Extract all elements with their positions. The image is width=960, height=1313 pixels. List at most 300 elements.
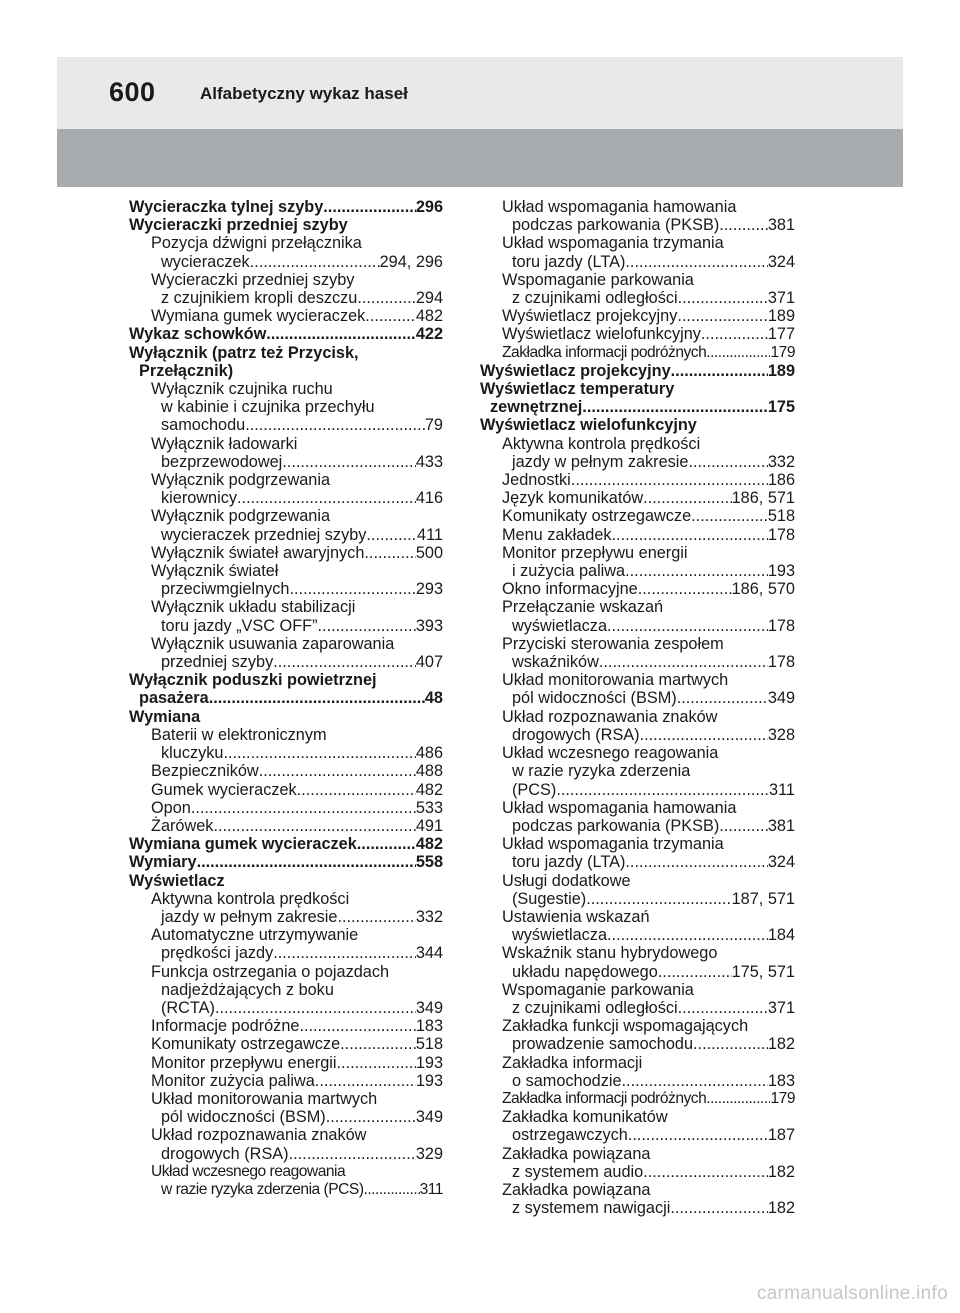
- entry-text: Układ wspomagania trzymania: [502, 835, 724, 854]
- page-ref: 332: [415, 907, 443, 926]
- leader-dots: [290, 580, 416, 598]
- entry-text: Układ wczesnego reagowania: [151, 1162, 346, 1180]
- index-entry: [129, 1072, 443, 1090]
- page-ref: 311: [419, 1180, 443, 1198]
- entry-text: Układ monitorowania martwych: [502, 671, 729, 690]
- index-entry: [480, 1145, 795, 1181]
- leader-dots: [273, 653, 416, 671]
- leader-dots: [273, 944, 416, 962]
- leader-dots: [250, 253, 380, 271]
- page-ref: 182: [767, 1162, 795, 1181]
- entry-text: Układ rozpoznawania znaków: [502, 707, 718, 726]
- entry-text: Wyłącznik świateł awaryjnych: [151, 543, 365, 562]
- index-entry: [129, 708, 443, 726]
- index-entry: [480, 799, 795, 835]
- entry-text: Aktywna kontrola prędkości: [151, 889, 350, 908]
- index-entry: [480, 544, 795, 580]
- entry-text: Informacje podróżne: [151, 1017, 300, 1036]
- entry-text: Zakładka informacji: [502, 1053, 643, 1072]
- entry-text: Bezpieczników: [151, 762, 259, 781]
- page-ref: 393: [415, 616, 443, 635]
- index-entry: [129, 507, 443, 543]
- leader-dots: [315, 1072, 416, 1090]
- page-ref: 293: [415, 580, 443, 599]
- page-ref: 324: [767, 252, 795, 271]
- entry-text: Wymiana gumek wycieraczek: [129, 835, 357, 854]
- page-ref: 416: [415, 489, 443, 508]
- entry-text: układu napędowego: [512, 962, 658, 981]
- leader-dots: [556, 781, 769, 799]
- entry-text: zewnętrznej: [490, 398, 583, 417]
- entry-text: Wyłącznik (patrz też Przycisk,: [129, 343, 359, 362]
- page-ref: 371: [767, 998, 795, 1017]
- leader-dots: [337, 1054, 416, 1072]
- entry-text: (Sugestie): [512, 889, 587, 908]
- page-ref: 187, 571: [731, 889, 795, 908]
- page-ref: 371: [767, 289, 795, 308]
- entry-text: wskaźników: [512, 653, 599, 672]
- entry-text: Wyświetlacz: [129, 871, 225, 890]
- entry-text: Zakładka funkcji wspomagających: [502, 1017, 749, 1036]
- index-entry: [480, 234, 795, 270]
- entry-text: Monitor przepływu energii: [151, 1053, 337, 1072]
- page-ref: 518: [767, 507, 795, 526]
- index-entry: [480, 598, 795, 634]
- index-entry: [129, 1126, 443, 1162]
- entry-text: podczas parkowania (PKSB): [512, 216, 720, 235]
- leader-dots: [677, 307, 767, 325]
- entry-text: samochodu: [161, 416, 246, 435]
- index-entry: [480, 344, 795, 362]
- index-entry: [129, 835, 443, 853]
- leader-dots: [215, 999, 416, 1017]
- index-entry: [129, 1163, 443, 1199]
- entry-text: Wyłącznik podgrzewania: [151, 471, 331, 490]
- leader-dots: [643, 1163, 768, 1181]
- entry-text: Ustawienia wskazań: [502, 907, 650, 926]
- entry-text: Przełącznik): [139, 361, 234, 380]
- entry-text: Zakładka informacji podróżnych: [502, 343, 707, 361]
- page-number: 600: [109, 77, 156, 107]
- page-ref: 178: [767, 653, 795, 672]
- leader-dots: [643, 489, 731, 507]
- entry-text: wycieraczek: [161, 252, 250, 271]
- entry-text: Wycieraczki przedniej szyby: [151, 270, 355, 289]
- index-entry: [480, 362, 795, 380]
- entry-text: w razie ryzyka zderzenia (PCS): [161, 1180, 364, 1198]
- page-ref: 186, 570: [731, 580, 795, 599]
- index-entry: [480, 325, 795, 343]
- leader-dots: [625, 562, 768, 580]
- page-ref: 189: [767, 361, 795, 380]
- index-entry: [129, 1054, 443, 1072]
- entry-text: z czujnikiem kropli deszczu: [161, 289, 358, 308]
- entry-text: Wyłącznik podgrzewania: [151, 507, 331, 526]
- leader-dots: [191, 799, 416, 817]
- entry-text: Przełączanie wskazań: [502, 598, 664, 617]
- page-ref: 187: [767, 1126, 795, 1145]
- entry-text: Monitor przepływu energii: [502, 543, 688, 562]
- entry-text: Wymiana gumek wycieraczek: [151, 307, 366, 326]
- entry-text: (PCS): [512, 780, 557, 799]
- page-ref: 482: [415, 835, 443, 854]
- index-entry: [129, 471, 443, 507]
- leader-dots: [209, 689, 425, 707]
- entry-text: Zakładka powiązana: [502, 1180, 651, 1199]
- entry-text: Wyświetlacz projekcyjny: [480, 361, 671, 380]
- index-entry: [129, 853, 443, 871]
- entry-text: i zużycia paliwa: [512, 562, 626, 581]
- entry-text: drogowych (RSA): [161, 1144, 289, 1163]
- index-entry: [480, 416, 795, 434]
- leader-dots: [678, 999, 768, 1017]
- page-ref: 179: [770, 343, 795, 361]
- page-ref: 558: [415, 853, 443, 872]
- page-ref: 294, 296: [379, 252, 443, 271]
- entry-text: jazdy w pełnym zakresie: [512, 452, 689, 471]
- leader-dots: [625, 253, 767, 271]
- index-entry: [480, 1017, 795, 1053]
- leader-dots: [365, 307, 416, 325]
- index-entry: [480, 744, 795, 799]
- leader-dots: [625, 853, 767, 871]
- page-ref: 411: [417, 525, 443, 544]
- page-ref: 324: [767, 853, 795, 872]
- entry-text: pól widoczności (BSM): [161, 1108, 326, 1127]
- page-ref: 329: [415, 1144, 443, 1163]
- entry-text: kluczyku: [161, 744, 224, 763]
- index-entry: [480, 435, 795, 471]
- leader-dots: [622, 1072, 768, 1090]
- page-ref: 381: [767, 816, 795, 835]
- leader-dots: [266, 325, 416, 343]
- entry-text: pasażera: [139, 689, 209, 708]
- index-entry: [480, 580, 795, 598]
- leader-dots: [364, 1181, 420, 1199]
- leader-dots: [670, 1199, 767, 1217]
- index-entry: [129, 1035, 443, 1053]
- leader-dots: [638, 580, 732, 598]
- entry-text: Wyłącznik ładowarki: [151, 434, 298, 453]
- leader-dots: [586, 890, 731, 908]
- entry-text: prędkości jazdy: [161, 944, 274, 963]
- index-entry: [129, 216, 443, 234]
- entry-text: Menu zakładek: [502, 525, 612, 544]
- leader-dots: [213, 817, 415, 835]
- entry-text: Wyświetlacz projekcyjny: [502, 307, 678, 326]
- leader-dots: [197, 853, 416, 871]
- page-ref: 349: [415, 1108, 443, 1127]
- leader-dots: [571, 471, 768, 489]
- page-title: Alfabetyczny wykaz haseł: [200, 84, 408, 103]
- entry-text: Wyświetlacz wielofunkcyjny: [480, 416, 697, 435]
- index-entry: [480, 526, 795, 544]
- page-ref: 533: [415, 798, 443, 817]
- entry-text: Układ wspomagania hamowania: [502, 198, 737, 216]
- entry-text: Zakładka komunikatów: [502, 1108, 668, 1127]
- page-ref: 178: [767, 525, 795, 544]
- leader-dots: [282, 453, 416, 471]
- page-ref: 349: [767, 689, 795, 708]
- leader-dots: [640, 726, 768, 744]
- entry-text: Wycieraczka tylnej szyby: [129, 198, 324, 216]
- entry-text: Wyłącznik poduszki powietrznej: [129, 671, 377, 690]
- page-ref: 183: [415, 1017, 443, 1036]
- index-entry: [129, 271, 443, 307]
- index-entry: [129, 872, 443, 890]
- index-entry: [480, 908, 795, 944]
- index-entry: [129, 325, 443, 343]
- page-ref: 482: [415, 307, 443, 326]
- page-ref: 186, 571: [731, 489, 795, 508]
- entry-text: prowadzenie samochodu: [512, 1035, 694, 1054]
- page-ref: 79: [424, 416, 443, 435]
- leader-dots: [340, 1035, 416, 1053]
- leader-dots: [366, 526, 417, 544]
- entry-text: o samochodzie: [512, 1071, 622, 1090]
- leader-dots: [326, 1108, 416, 1126]
- page-ref: 182: [767, 1035, 795, 1054]
- page-ref: 433: [415, 452, 443, 471]
- page-ref: 186: [767, 471, 795, 490]
- entry-text: Komunikaty ostrzegawcze: [151, 1035, 341, 1054]
- index-entry: [129, 234, 443, 270]
- leader-dots: [289, 1145, 416, 1163]
- index-entry: [480, 708, 795, 744]
- index-entry: [129, 380, 443, 435]
- entry-text: Układ wczesnego reagowania: [502, 744, 719, 763]
- page-ref: 344: [415, 944, 443, 963]
- entry-text: nadjeżdżających z boku: [161, 980, 334, 999]
- page-ref: 518: [415, 1035, 443, 1054]
- entry-text: Gumek wycieraczek: [151, 780, 297, 799]
- page-ref: 332: [767, 452, 795, 471]
- page-ref: 48: [424, 689, 443, 708]
- leader-dots: [677, 689, 768, 707]
- entry-text: Żarówek: [151, 816, 214, 835]
- leader-dots: [599, 653, 768, 671]
- entry-text: toru jazdy (LTA): [512, 252, 626, 271]
- page-ref: 296: [415, 198, 443, 216]
- leader-dots: [719, 817, 768, 835]
- entry-text: bezprzewodowej: [161, 452, 283, 471]
- leader-dots: [706, 1090, 770, 1108]
- leader-dots: [223, 744, 415, 762]
- leader-dots: [357, 289, 415, 307]
- page-ref: 328: [767, 725, 795, 744]
- entry-text: Aktywna kontrola prędkości: [502, 434, 701, 453]
- entry-text: wyświetlacza: [512, 616, 608, 635]
- entry-text: Wskaźnik stanu hybrydowego: [502, 944, 718, 963]
- entry-text: Automatyczne utrzymywanie: [151, 926, 359, 945]
- page-ref: 175: [767, 398, 795, 417]
- entry-text: Wspomaganie parkowania: [502, 980, 694, 999]
- index-entry: [480, 671, 795, 707]
- entry-text: Komunikaty ostrzegawcze: [502, 507, 692, 526]
- index-entry: [129, 817, 443, 835]
- entry-text: z systemem audio: [512, 1162, 644, 1181]
- entry-text: w razie ryzyka zderzenia: [512, 762, 691, 781]
- index-entry: [129, 890, 443, 926]
- index-entry: [129, 762, 443, 780]
- page-ref: 184: [767, 926, 795, 945]
- leader-dots: [706, 344, 770, 362]
- entry-text: Monitor zużycia paliwa: [151, 1071, 315, 1090]
- index-entry: [480, 944, 795, 980]
- index-entry: [129, 963, 443, 1018]
- entry-text: drogowych (RSA): [512, 725, 640, 744]
- page-header: [57, 57, 903, 129]
- entry-text: toru jazdy „VSC OFF”: [161, 616, 318, 635]
- leader-dots: [688, 453, 767, 471]
- leader-dots: [323, 198, 416, 216]
- index-entry: [129, 1017, 443, 1035]
- page-ref: 182: [767, 1199, 795, 1218]
- index-column-left: [129, 198, 443, 1199]
- entry-text: wyświetlacza: [512, 926, 608, 945]
- leader-dots: [671, 362, 768, 380]
- page-ref: 407: [415, 653, 443, 672]
- entry-text: ostrzegawczych: [512, 1126, 628, 1145]
- page-ref: 193: [415, 1053, 443, 1072]
- leader-dots: [357, 835, 416, 853]
- entry-text: Wyłącznik czujnika ruchu: [151, 380, 333, 399]
- index-entry: [129, 635, 443, 671]
- index-entry: [129, 926, 443, 962]
- index-entry: [129, 562, 443, 598]
- index-entry: [480, 271, 795, 307]
- index-entry: [480, 872, 795, 908]
- leader-dots: [607, 926, 768, 944]
- leader-dots: [297, 781, 416, 799]
- leader-dots: [612, 526, 768, 544]
- leader-dots: [678, 289, 768, 307]
- entry-text: podczas parkowania (PKSB): [512, 816, 720, 835]
- leader-dots: [245, 416, 425, 434]
- leader-dots: [693, 1035, 768, 1053]
- entry-text: z czujnikami odległości: [512, 289, 678, 308]
- index-entry: [129, 781, 443, 799]
- index-entry: [129, 1090, 443, 1126]
- index-entry: [480, 1054, 795, 1090]
- leader-dots: [237, 489, 416, 507]
- index-entry: [480, 1090, 795, 1108]
- page-ref: 179: [770, 1089, 795, 1107]
- page-ref: 177: [767, 325, 795, 344]
- entry-text: Układ rozpoznawania znaków: [151, 1126, 367, 1145]
- entry-text: jazdy w pełnym zakresie: [161, 907, 338, 926]
- index-entry: [480, 198, 795, 234]
- entry-text: Wyświetlacz temperatury: [480, 380, 675, 399]
- index-entry: [129, 799, 443, 817]
- entry-text: Przyciski sterowania zespołem: [502, 634, 724, 653]
- index-entry: [480, 1108, 795, 1144]
- page-ref: 491: [415, 816, 443, 835]
- leader-dots: [259, 762, 416, 780]
- index-entry: [480, 981, 795, 1017]
- page-ref: 349: [415, 998, 443, 1017]
- index-entry: [480, 507, 795, 525]
- page-ref: 488: [415, 762, 443, 781]
- page-ref: 189: [767, 307, 795, 326]
- index-entry: [480, 489, 795, 507]
- entry-text: Wyłącznik świateł: [151, 562, 279, 581]
- leader-dots: [582, 398, 768, 416]
- leader-dots: [607, 617, 768, 635]
- index-entry: [129, 671, 443, 707]
- index-column-right: [480, 198, 795, 1217]
- leader-dots: [691, 507, 768, 525]
- entry-text: Baterii w elektronicznym: [151, 725, 327, 744]
- entry-text: Wyłącznik usuwania zaparowania: [151, 634, 395, 653]
- entry-text: Wyłącznik układu stabilizacji: [151, 598, 356, 617]
- entry-text: Zakładka informacji podróżnych: [502, 1089, 707, 1107]
- entry-text: Wykaz schowków: [129, 325, 267, 344]
- entry-text: Okno informacyjne: [502, 580, 638, 599]
- entry-text: z czujnikami odległości: [512, 998, 678, 1017]
- page-ref: 178: [767, 616, 795, 635]
- entry-text: (RCTA): [161, 998, 215, 1017]
- index-entry: [129, 307, 443, 325]
- index-entry: [480, 1181, 795, 1217]
- entry-text: Wyświetlacz wielofunkcyjny: [502, 325, 701, 344]
- entry-text: Zakładka powiązana: [502, 1144, 651, 1163]
- entry-text: pól widoczności (BSM): [512, 689, 677, 708]
- entry-text: Układ monitorowania martwych: [151, 1089, 378, 1108]
- page-ref: 422: [415, 325, 443, 344]
- leader-dots: [364, 544, 415, 562]
- entry-text: Układ wspomagania hamowania: [502, 798, 737, 817]
- index-entry: [129, 198, 443, 216]
- section-banner: [57, 129, 903, 187]
- entry-text: Jednostki: [502, 471, 571, 490]
- page-ref: 381: [767, 216, 795, 235]
- index-entry: [480, 835, 795, 871]
- page-ref: 183: [767, 1071, 795, 1090]
- page-ref: 311: [769, 780, 795, 799]
- page-ref: 193: [767, 562, 795, 581]
- entry-text: Wycieraczki przedniej szyby: [129, 216, 348, 235]
- leader-dots: [299, 1017, 415, 1035]
- index-entry: [129, 598, 443, 634]
- index-entry: [480, 471, 795, 489]
- entry-text: przeciwmgielnych: [161, 580, 290, 599]
- entry-text: Wspomaganie parkowania: [502, 270, 694, 289]
- entry-text: Opon: [151, 798, 191, 817]
- index-entry: [480, 380, 795, 416]
- leader-dots: [337, 908, 415, 926]
- page-ref: 294: [415, 289, 443, 308]
- page-ref: 175, 571: [731, 962, 795, 981]
- index-entry: [129, 344, 443, 380]
- entry-text: Układ wspomagania trzymania: [502, 234, 724, 253]
- page-ref: 482: [415, 780, 443, 799]
- leader-dots: [628, 1126, 768, 1144]
- entry-text: Funkcja ostrzegania o pojazdach: [151, 962, 390, 981]
- entry-text: przedniej szyby: [161, 653, 274, 672]
- entry-text: wycieraczek przedniej szyby: [161, 525, 367, 544]
- entry-text: kierownicy: [161, 489, 238, 508]
- index-entry: [129, 544, 443, 562]
- entry-text: Język komunikatów: [502, 489, 644, 508]
- index-entry: [480, 307, 795, 325]
- page-ref: 486: [415, 744, 443, 763]
- watermark: carmanualsonline.info: [756, 1283, 948, 1304]
- leader-dots: [719, 216, 768, 234]
- index-entry: [129, 435, 443, 471]
- leader-dots: [701, 325, 768, 343]
- index-entry: [129, 726, 443, 762]
